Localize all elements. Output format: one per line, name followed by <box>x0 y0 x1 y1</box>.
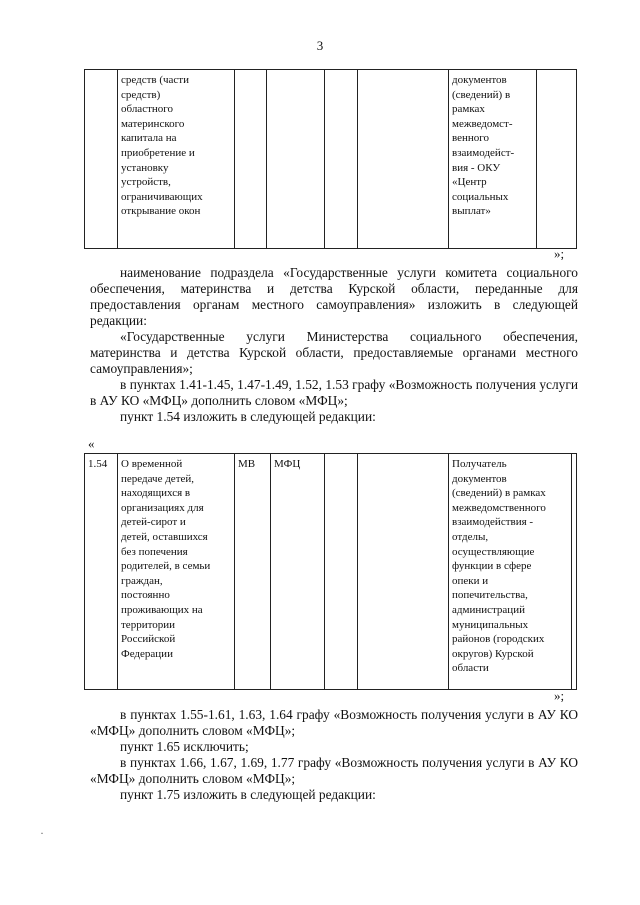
table-cell <box>572 454 577 690</box>
table-fragment-top <box>84 69 577 249</box>
mfc-cell: МФЦ <box>271 454 325 690</box>
closing-quote: »; <box>554 688 565 703</box>
paragraph: пункт 1.65 исключить; <box>120 739 249 754</box>
table-cell <box>358 70 449 249</box>
table-cell <box>325 70 358 249</box>
documents-cell: Получатель документов (сведений) в рамках межведомственного взаимодействия - отделы, осуществляющие функции в сфере опеки и попечительства, администраций муниципальных районов (городских округов) Курской области <box>449 454 572 690</box>
closing-quote: »; <box>554 246 565 261</box>
table-cell <box>85 70 118 249</box>
paragraph: в пунктах 1.66, 1.67, 1.69, 1.77 графу «Возможность получения услуги в АУ КО «МФЦ» дополнить словом «МФЦ»; <box>90 755 578 786</box>
table-row <box>85 454 577 690</box>
table-cell <box>235 70 267 249</box>
table-row <box>85 70 577 249</box>
table-cell <box>358 454 449 690</box>
table-item-1-54 <box>84 453 577 690</box>
amendment-text-block-2 <box>90 707 578 803</box>
amendment-text-block-1 <box>90 265 578 425</box>
table-cell <box>537 70 577 249</box>
paragraph: «Государственные услуги Министерства социального обеспечения, материнства и детства Курской области, предоставляемые органами местного самоуправления»; <box>90 329 578 376</box>
table-cell <box>267 70 325 249</box>
documents-cell: документов (сведений) в рамках межведомст- венного взаимодейст- вия - ОКУ «Центр социальных выплат» <box>449 70 537 249</box>
paragraph: пункт 1.54 изложить в следующей редакции: <box>120 409 376 424</box>
margin-mark: · <box>40 826 44 840</box>
paragraph: в пунктах 1.41-1.45, 1.47-1.49, 1.52, 1.53 графу «Возможность получения услуги в АУ КО «МФЦ» дополнить словом «МФЦ»; <box>90 377 578 408</box>
mv-cell: МВ <box>235 454 271 690</box>
service-name-cell: средств (части средств) областного материнского капитала на приобретение и установку устройств, ограничивающих открывание окон <box>118 70 235 249</box>
item-number-cell: 1.54 <box>85 454 118 690</box>
paragraph: пункт 1.75 изложить в следующей редакции: <box>120 787 376 802</box>
service-name-cell: О временной передаче детей, находящихся в организациях для детей-сирот и детей, оставшихся без попечения родителей, в семьи граждан, постоянно проживающих на территории Российской Федерации <box>118 454 235 690</box>
page-number: 3 <box>316 38 324 53</box>
paragraph: в пунктах 1.55-1.61, 1.63, 1.64 графу «Возможность получения услуги в АУ КО «МФЦ» дополнить словом «МФЦ»; <box>90 707 578 738</box>
paragraph: наименование подраздела «Государственные услуги комитета социального обеспечения, материнства и детства Курской области, переданные для предоставления органам местного самоуправления» изложить в следующей редакции: <box>90 265 578 328</box>
opening-quote: « <box>88 436 95 451</box>
table-cell <box>325 454 358 690</box>
